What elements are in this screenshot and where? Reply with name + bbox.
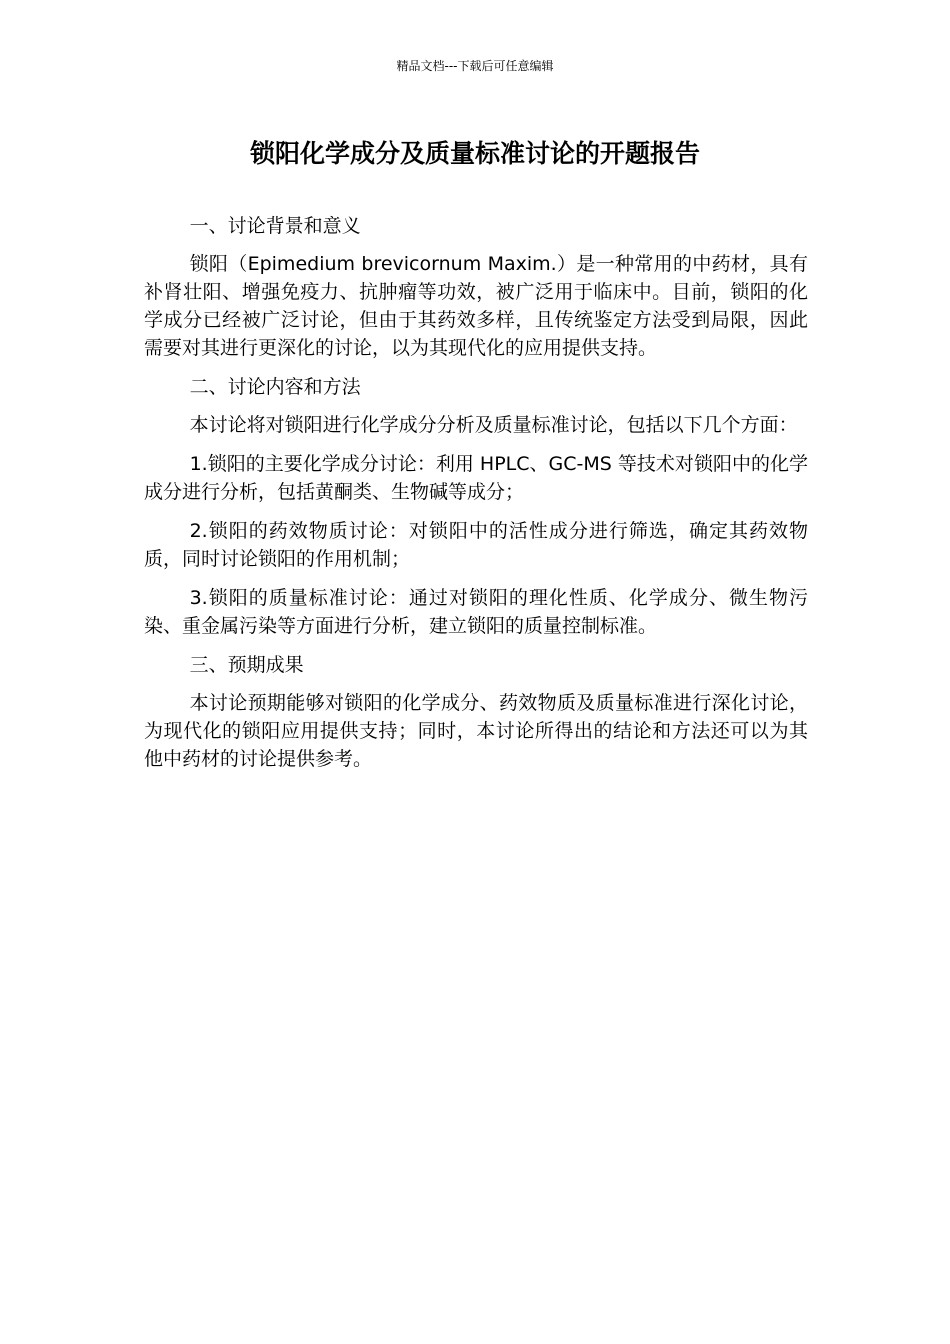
section-heading-content-methods: 二、讨论内容和方法 [189,376,361,398]
list-item-pharmacodynamic-substances: 2.锁阳的药效物质讨论：对锁阳中的活性成分进行筛选，确定其药效物质，同时讨论锁阳的作用机制； [144,520,808,570]
list-item-quality-standards: 3.锁阳的质量标准讨论：通过对锁阳的理化性质、化学成分、微生物污染、重金属污染等方面进行分析，建立锁阳的质量控制标准。 [144,587,808,637]
paragraph-background: 锁阳（Epimedium brevicornum Maxim.）是一种常用的中药材，具有补肾壮阳、增强免疫力、抗肿瘤等功效，被广泛用于临床中。目前，锁阳的化学成分已经被广泛讨论，但由于其药效多样，且传统鉴定方法受到局限，因此需要对其进行更深化的讨论，以为其现代化的应用提供支持。 [144,253,808,359]
section-heading-background: 一、讨论背景和意义 [189,215,361,237]
section-heading-expected-results: 三、预期成果 [189,654,304,676]
document-body [144,212,808,784]
list-item-chemical-components: 1.锁阳的主要化学成分讨论：利用 HPLC、GC-MS 等技术对锁阳中的化学成分进行分析，包括黄酮类、生物碱等成分； [144,453,808,503]
header-note: 精品文档---下载后可任意编辑 [396,59,554,73]
document-title: 锁阳化学成分及质量标准讨论的开题报告 [249,139,700,168]
paragraph-content-intro: 本讨论将对锁阳进行化学成分分析及质量标准讨论，包括以下几个方面： [189,414,798,436]
paragraph-expected-results: 本讨论预期能够对锁阳的化学成分、药效物质及质量标准进行深化讨论，为现代化的锁阳应用提供支持；同时，本讨论所得出的结论和方法还可以为其他中药材的讨论提供参考。 [144,692,808,770]
